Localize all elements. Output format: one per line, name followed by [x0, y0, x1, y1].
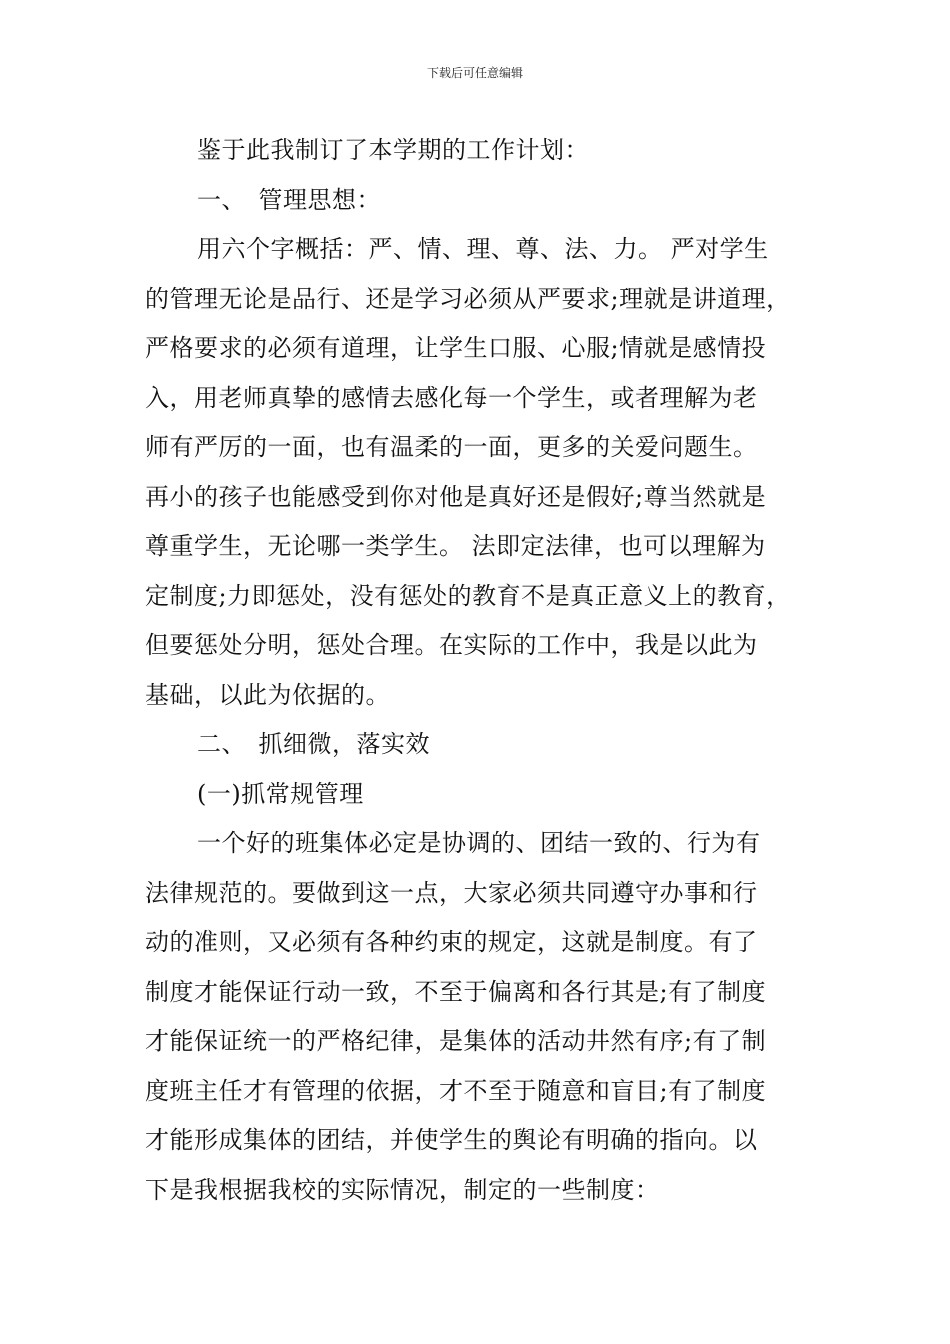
text-line: 但要惩处分明，惩处合理。在实际的工作中，我是以此为	[145, 631, 758, 659]
text-line: 制度才能保证行动一致，不至于偏离和各行其是;有了制度	[145, 977, 767, 1006]
text-line: 下是我根据我校的实际情况，制定的一些制度：	[145, 1175, 660, 1204]
text-line: 尊重学生，无论哪一类学生。 法即定法律，也可以理解为	[145, 532, 766, 560]
text-line: 的管理无论是品行、还是学习必须从严要求;理就是讲道理，	[145, 284, 791, 313]
subsection-heading: (一)抓常规管理	[197, 779, 364, 808]
text-line: 动的准则，又必须有各种约束的规定，这就是制度。有了	[145, 928, 758, 956]
text-line: 一个好的班集体必定是协调的、团结一致的、行为有	[197, 829, 761, 857]
section-heading: 二、 抓细微，落实效	[197, 730, 430, 758]
text-line: 法律规范的。要做到这一点，大家必须共同遵守办事和行	[145, 878, 758, 907]
text-line: 用六个字概括：严、情、理、尊、法、力。 严对学生	[197, 235, 769, 263]
text-line: 才能保证统一的严格纪律，是集体的活动井然有序;有了制	[145, 1027, 767, 1055]
text-line: 定制度;力即惩处，没有惩处的教育不是真正意义上的教育，	[145, 581, 791, 610]
section-heading: 一、 管理思想：	[197, 185, 381, 214]
text-line: 度班主任才有管理的依据，才不至于随意和盲目;有了制度	[145, 1076, 767, 1105]
text-line: 才能形成集体的团结，并使学生的舆论有明确的指向。以	[145, 1126, 758, 1154]
text-line: 再小的孩子也能感受到你对他是真好还是假好;尊当然就是	[145, 482, 767, 511]
text-line: 入，用老师真挚的感情去感化每一个学生，或者理解为老	[145, 383, 758, 412]
text-line: 严格要求的必须有道理，让学生口服、心服;情就是感情投	[145, 334, 767, 362]
text-line: 师有严厉的一面，也有温柔的一面，更多的关爱问题生。	[145, 433, 758, 461]
text-line: 鉴于此我制订了本学期的工作计划：	[197, 136, 589, 164]
document-body	[145, 126, 817, 1215]
page-header: 下载后可任意编辑	[426, 66, 523, 80]
text-line: 基础，以此为依据的。	[145, 680, 390, 709]
